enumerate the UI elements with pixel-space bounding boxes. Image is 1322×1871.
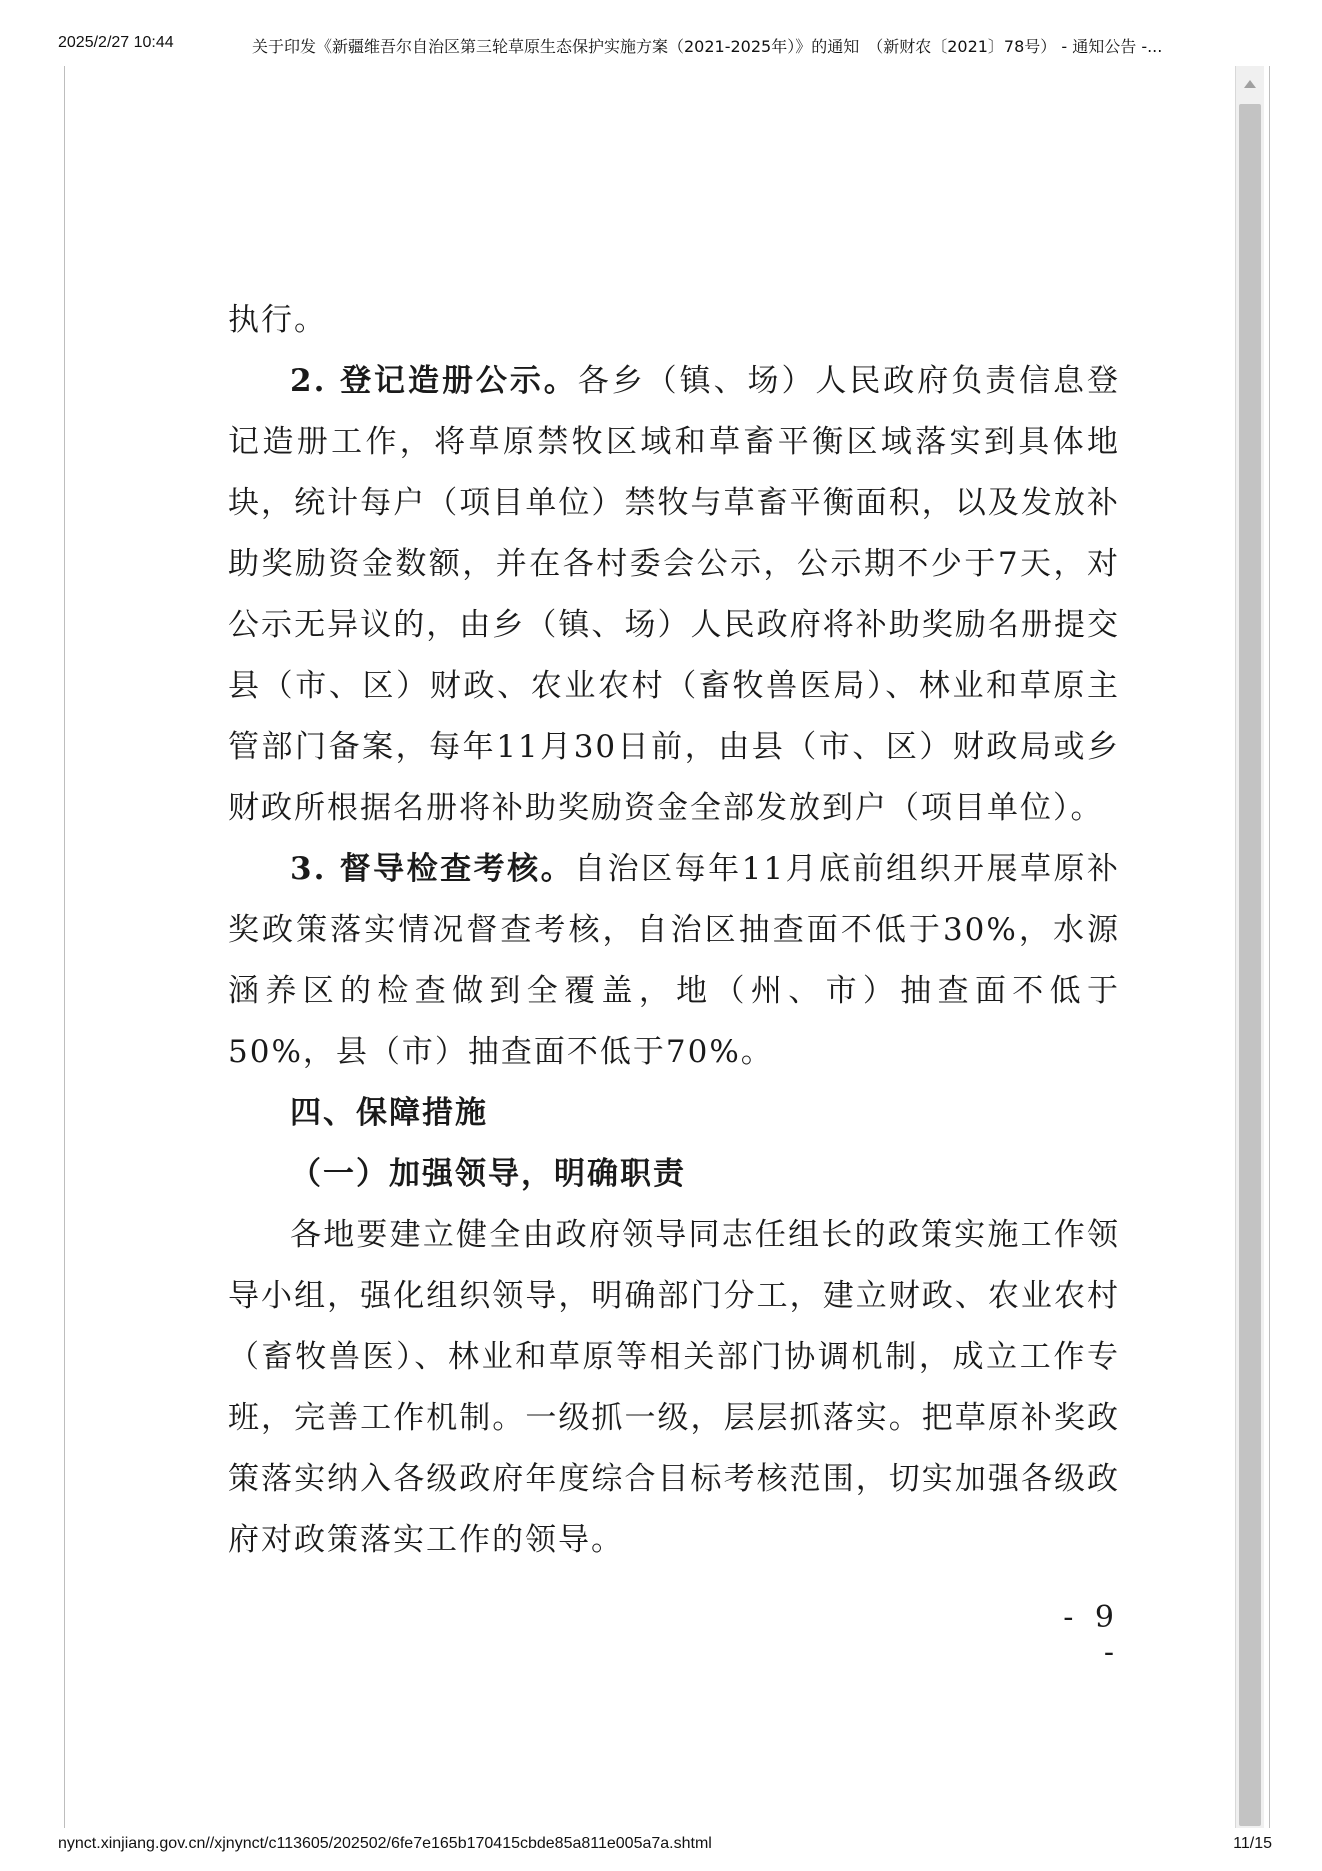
print-datetime: 2025/2/27 10:44: [58, 34, 174, 51]
chevron-up-icon: [1244, 80, 1256, 88]
page-indicator: 11/15: [1233, 1835, 1272, 1852]
paragraph-lead: 3. 督导检查考核。: [290, 851, 575, 887]
page-url: nynct.xinjiang.gov.cn//xjnynct/c113605/202502/6fe7e165b170415cbde85a811e005a7a.shtml: [58, 1835, 712, 1852]
print-header: [0, 30, 1322, 60]
paragraph-inspection: [228, 839, 1120, 1083]
paragraph-lead: 2. 登记造册公示。: [290, 363, 578, 399]
paragraph-continuation: 执行。: [228, 302, 327, 338]
document-body: [228, 290, 1120, 1571]
paragraph-text: 各乡（镇、场）人民政府负责信息登记造册工作，将草原禁牧区域和草畜平衡区域落实到具体地块，统计每户（项目单位）禁牧与草畜平衡面积，以及发放补助奖励资金数额，并在各村委会公示，公示期不少于7天，对公示无异议的，由乡（镇、场）人民政府将补助奖励名册提交县（市、区）财政、农业农村（畜牧兽医局）、林业和草原主管部门备案，每年11月30日前，由县（市、区）财政局或乡财政所根据名册将补助奖励资金全部发放到户（项目单位）。: [228, 363, 1121, 826]
vertical-scrollbar[interactable]: [1235, 66, 1264, 1828]
subsection-heading: （一）加强领导，明确职责: [290, 1156, 686, 1192]
page-number: - 9 -: [1063, 1600, 1120, 1670]
paragraph-leadership: 各地要建立健全由政府领导同志任组长的政策实施工作领导小组，强化组织领导，明确部门分工，建立财政、农业农村（畜牧兽医）、林业和草原等相关部门协调机制，成立工作专班，完善工作机制。一级抓一级，层层抓落实。把草原补奖政策落实纳入各级政府年度综合目标考核范围，切实加强各级政府对政策落实工作的领导。: [228, 1217, 1120, 1558]
section-heading: 四、保障措施: [290, 1095, 488, 1131]
paragraph-registration: [228, 351, 1120, 839]
scrollbar-thumb[interactable]: [1239, 104, 1261, 1826]
print-page-title: 关于印发《新疆维吾尔自治区第三轮草原生态保护实施方案（2021-2025年）》的通知 （新财农〔2021〕78号） - 通知公告 -...: [252, 37, 1163, 56]
paragraph-text: 自治区每年11月底前组织开展草原补奖政策落实情况督查考核，自治区抽查面不低于30%，水源涵养区的检查做到全覆盖，地（州、市）抽查面不低于50%，县（市）抽查面不低于70%。: [228, 851, 1120, 1070]
scroll-up-button[interactable]: [1236, 66, 1264, 102]
print-footer: [0, 1835, 1322, 1859]
